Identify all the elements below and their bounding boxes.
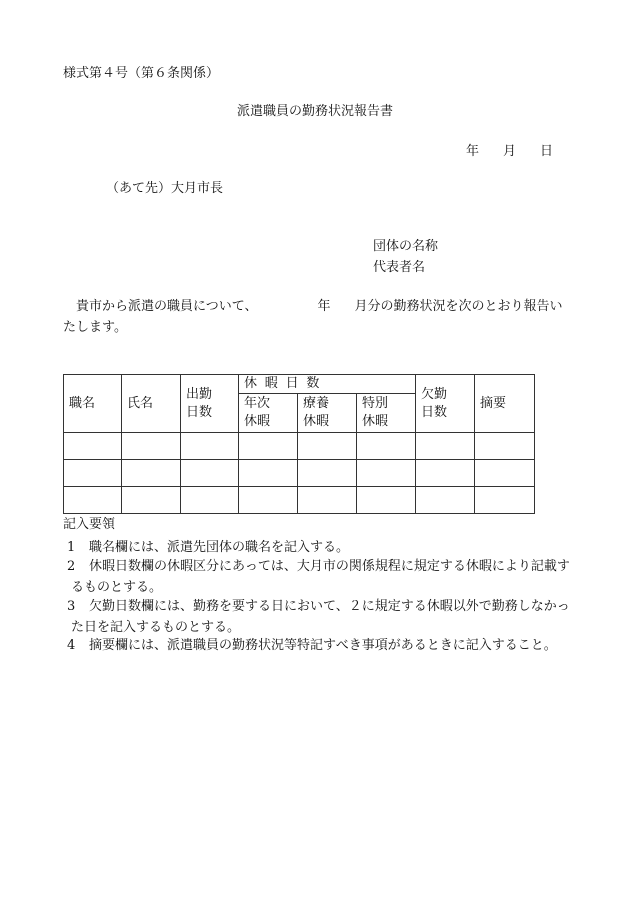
header-remarks: 摘要 (475, 375, 535, 433)
body-part2: 月分の勤務状況を次のとおり報告いたします。 (63, 299, 563, 335)
note-number: 3 (67, 599, 76, 614)
table-cell[interactable] (122, 487, 181, 514)
form-number: 様式第４号（第６条関係） (63, 66, 220, 81)
note-text: 職名欄には、派遣先団体の職名を記入する。 (89, 540, 350, 555)
table-row (64, 460, 535, 487)
table-cell[interactable] (298, 487, 357, 514)
addressee: （あて先）大月市長 (106, 181, 224, 196)
header-name: 氏名 (122, 375, 181, 433)
note-text-continued: るものとする。 (71, 580, 163, 595)
table-cell[interactable] (298, 433, 357, 460)
document-title: 派遣職員の勤務状況報告書 (236, 104, 393, 119)
note-text-continued: た日を記入するものとする。 (71, 620, 241, 635)
table-cell[interactable] (64, 460, 122, 487)
body-part1: 貴市から派遣の職員について、 (63, 299, 258, 314)
org-name-label: 団体の名称 (373, 239, 439, 254)
note-text: 摘要欄には、派遣職員の勤務状況等特記すべき事項があるときに記入すること。 (89, 638, 557, 653)
note-text: 欠勤日数欄には、勤務を要する日において、２に規定する休暇以外で勤務しなかっ (89, 599, 570, 614)
table-cell[interactable] (122, 433, 181, 460)
note-text: 休暇日数欄の休暇区分にあっては、大月市の関係規程に規定する休暇により記載す (89, 559, 570, 574)
work-status-table (63, 374, 535, 514)
header-leave-days: 休暇日数 (239, 375, 416, 394)
date-month-label: 月 (503, 144, 517, 159)
header-attendance-days: 出勤 日数 (181, 375, 239, 433)
table-row (64, 433, 535, 460)
table-cell[interactable] (298, 460, 357, 487)
notes-heading: 記入要領 (63, 517, 116, 532)
table-cell[interactable] (416, 433, 475, 460)
table-cell[interactable] (181, 487, 239, 514)
table-cell[interactable] (64, 487, 122, 514)
table-cell[interactable] (122, 460, 181, 487)
date-day-label: 日 (540, 144, 554, 159)
table-cell[interactable] (181, 460, 239, 487)
body-year-label: 年 (317, 299, 331, 314)
table-cell[interactable] (64, 433, 122, 460)
date-year-label: 年 (466, 144, 480, 159)
header-annual-leave: 年次 休暇 (239, 394, 298, 433)
table-cell[interactable] (475, 460, 535, 487)
header-special-leave: 特別 休暇 (357, 394, 416, 433)
report-body-text (63, 296, 573, 338)
note-item (63, 596, 573, 638)
note-item (63, 537, 573, 558)
note-item (63, 635, 573, 656)
note-item (63, 556, 573, 598)
table-cell[interactable] (357, 433, 416, 460)
table-cell[interactable] (357, 487, 416, 514)
table-cell[interactable] (475, 433, 535, 460)
table-row (64, 487, 535, 514)
header-medical-leave: 療養 休暇 (298, 394, 357, 433)
table-cell[interactable] (475, 487, 535, 514)
table-cell[interactable] (357, 460, 416, 487)
table-cell[interactable] (239, 433, 298, 460)
date-line (466, 143, 553, 161)
header-absence-days: 欠勤 日数 (416, 375, 475, 433)
table-cell[interactable] (181, 433, 239, 460)
note-number: 2 (67, 559, 76, 574)
note-number: 1 (67, 540, 76, 555)
table-cell[interactable] (239, 487, 298, 514)
table-cell[interactable] (416, 487, 475, 514)
note-number: 4 (67, 638, 76, 653)
header-post: 職名 (64, 375, 122, 433)
table-cell[interactable] (416, 460, 475, 487)
table-cell[interactable] (239, 460, 298, 487)
representative-label: 代表者名 (373, 260, 426, 275)
